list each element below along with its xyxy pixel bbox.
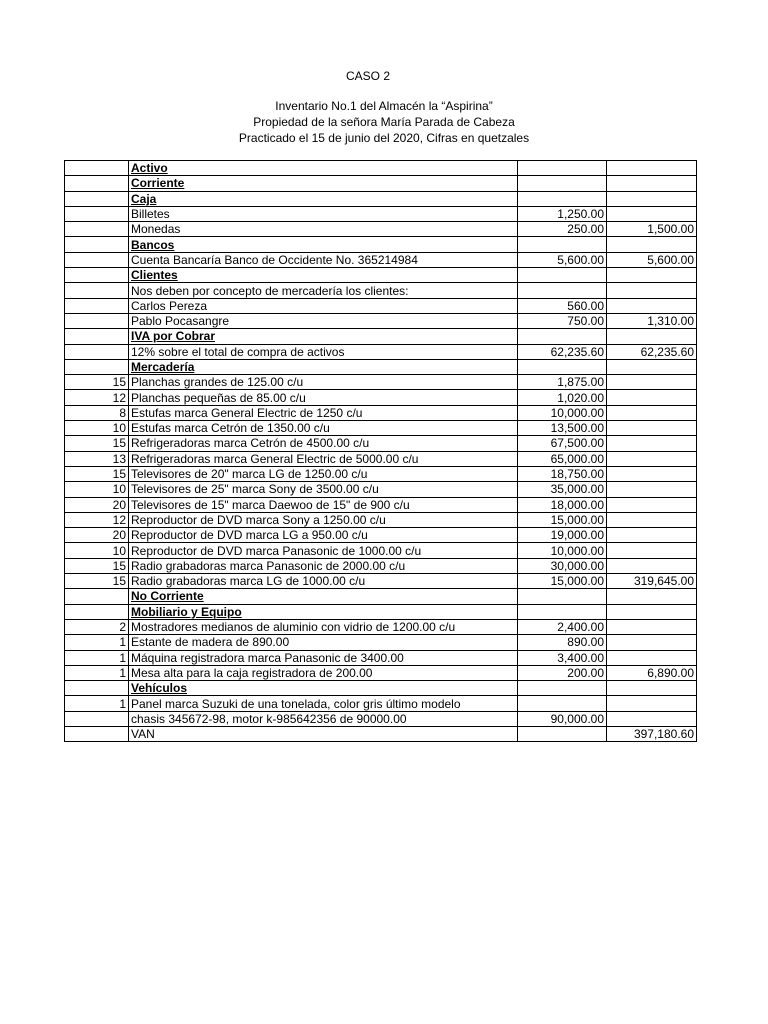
total-cell: 5,600.00	[607, 252, 697, 267]
amount-cell: 10,000.00	[518, 543, 607, 558]
total-cell	[607, 696, 697, 711]
table-row	[65, 711, 697, 726]
table-row	[65, 436, 697, 451]
description-cell: Activo	[129, 161, 518, 176]
description-cell: Reproductor de DVD marca LG a 950.00 c/u	[129, 528, 518, 543]
section-row	[65, 329, 697, 344]
total-cell	[607, 466, 697, 481]
description-cell: Refrigeradoras marca General Electric de 5000.00 c/u	[129, 451, 518, 466]
table-row	[65, 313, 697, 328]
qty-cell	[65, 359, 129, 374]
table-row	[65, 543, 697, 558]
amount-cell: 200.00	[518, 665, 607, 680]
table-row	[65, 283, 697, 298]
table-row	[65, 635, 697, 650]
date-line: Practicado el 15 de junio del 2020, Cifras en quetzales	[238, 131, 530, 145]
description-cell: 12% sobre el total de compra de activos	[129, 344, 518, 359]
total-cell	[607, 237, 697, 252]
total-cell	[607, 329, 697, 344]
amount-cell: 1,250.00	[518, 206, 607, 221]
total-cell	[607, 390, 697, 405]
description-cell: Estufas marca General Electric de 1250 c/u	[129, 405, 518, 420]
section-row	[65, 359, 697, 374]
table-row	[65, 528, 697, 543]
amount-cell: 90,000.00	[518, 711, 607, 726]
qty-cell: 12	[65, 390, 129, 405]
amount-cell	[518, 283, 607, 298]
total-cell: 1,500.00	[607, 222, 697, 237]
description-cell: Refrigeradoras marca Cetrón de 4500.00 c/u	[129, 436, 518, 451]
description-cell: Mobiliario y Equipo	[129, 604, 518, 619]
amount-cell: 2,400.00	[518, 619, 607, 634]
description-cell: Clientes	[129, 268, 518, 283]
amount-cell: 15,000.00	[518, 574, 607, 589]
qty-cell: 15	[65, 466, 129, 481]
total-cell	[607, 405, 697, 420]
description-cell: Pablo Pocasangre	[129, 313, 518, 328]
qty-cell: 8	[65, 405, 129, 420]
amount-cell	[518, 696, 607, 711]
table-row	[65, 344, 697, 359]
qty-cell: 13	[65, 451, 129, 466]
amount-cell	[518, 681, 607, 696]
section-row	[65, 268, 697, 283]
description-cell: Carlos Pereza	[129, 298, 518, 313]
qty-cell	[65, 268, 129, 283]
amount-cell	[518, 359, 607, 374]
amount-cell: 35,000.00	[518, 482, 607, 497]
section-row	[65, 589, 697, 604]
table-row	[65, 574, 697, 589]
total-cell	[607, 268, 697, 283]
qty-cell: 20	[65, 497, 129, 512]
qty-cell	[65, 711, 129, 726]
description-cell: Billetes	[129, 206, 518, 221]
total-cell	[607, 512, 697, 527]
table-row	[65, 375, 697, 390]
total-cell	[607, 543, 697, 558]
description-cell: Planchas pequeñas de 85.00 c/u	[129, 390, 518, 405]
qty-cell	[65, 237, 129, 252]
total-cell	[607, 436, 697, 451]
total-cell	[607, 604, 697, 619]
table-row	[65, 405, 697, 420]
amount-cell: 1,875.00	[518, 375, 607, 390]
description-cell: Mostradores medianos de aluminio con vidrio de 1200.00 c/u	[129, 619, 518, 634]
section-row	[65, 681, 697, 696]
total-cell: 397,180.60	[607, 726, 697, 741]
qty-cell: 15	[65, 375, 129, 390]
qty-cell: 15	[65, 436, 129, 451]
section-row	[65, 604, 697, 619]
table-row	[65, 726, 697, 741]
qty-cell: 10	[65, 543, 129, 558]
qty-cell	[65, 252, 129, 267]
amount-cell	[518, 191, 607, 206]
table-row	[65, 252, 697, 267]
total-cell: 1,310.00	[607, 313, 697, 328]
qty-cell: 15	[65, 574, 129, 589]
description-cell: Caja	[129, 191, 518, 206]
owner-line: Propiedad de la señora María Parada de Cabeza	[253, 115, 515, 129]
qty-cell: 1	[65, 635, 129, 650]
amount-cell: 15,000.00	[518, 512, 607, 527]
amount-cell: 10,000.00	[518, 405, 607, 420]
total-cell	[607, 206, 697, 221]
total-cell	[607, 650, 697, 665]
amount-cell: 560.00	[518, 298, 607, 313]
description-cell: Monedas	[129, 222, 518, 237]
description-cell: Nos deben por concepto de mercadería los clientes:	[129, 283, 518, 298]
total-cell	[607, 619, 697, 634]
table-row	[65, 390, 697, 405]
total-cell	[607, 528, 697, 543]
amount-cell	[518, 589, 607, 604]
description-cell: Vehículos	[129, 681, 518, 696]
amount-cell	[518, 604, 607, 619]
inventory-table-body	[65, 161, 697, 742]
description-cell: Panel marca Suzuki de una tonelada, color gris último modelo	[129, 696, 518, 711]
table-row	[65, 497, 697, 512]
section-row	[65, 237, 697, 252]
qty-cell: 1	[65, 696, 129, 711]
qty-cell	[65, 222, 129, 237]
qty-cell: 12	[65, 512, 129, 527]
description-cell: Reproductor de DVD marca Panasonic de 1000.00 c/u	[129, 543, 518, 558]
section-row	[65, 161, 697, 176]
table-row	[65, 512, 697, 527]
amount-cell: 3,400.00	[518, 650, 607, 665]
qty-cell: 10	[65, 421, 129, 436]
section-row	[65, 176, 697, 191]
total-cell	[607, 176, 697, 191]
amount-cell: 5,600.00	[518, 252, 607, 267]
qty-cell	[65, 283, 129, 298]
amount-cell: 18,750.00	[518, 466, 607, 481]
section-row	[65, 191, 697, 206]
amount-cell	[518, 161, 607, 176]
amount-cell: 250.00	[518, 222, 607, 237]
total-cell	[607, 161, 697, 176]
description-cell: Televisores de 25" marca Sony de 3500.00 c/u	[129, 482, 518, 497]
total-cell	[607, 482, 697, 497]
table-row	[65, 619, 697, 634]
qty-cell	[65, 298, 129, 313]
total-cell	[607, 298, 697, 313]
description-cell: Bancos	[129, 237, 518, 252]
description-cell: IVA por Cobrar	[129, 329, 518, 344]
total-cell: 319,645.00	[607, 574, 697, 589]
description-cell: Televisores de 15" marca Daewoo de 15" de 900 c/u	[129, 497, 518, 512]
total-cell: 6,890.00	[607, 665, 697, 680]
qty-cell	[65, 206, 129, 221]
amount-cell: 890.00	[518, 635, 607, 650]
description-cell: Radio grabadoras marca LG de 1000.00 c/u	[129, 574, 518, 589]
table-row	[65, 451, 697, 466]
total-cell	[607, 635, 697, 650]
total-cell	[607, 375, 697, 390]
amount-cell: 13,500.00	[518, 421, 607, 436]
amount-cell: 19,000.00	[518, 528, 607, 543]
total-cell: 62,235.60	[607, 344, 697, 359]
qty-cell: 1	[65, 665, 129, 680]
qty-cell: 10	[65, 482, 129, 497]
qty-cell	[65, 161, 129, 176]
qty-cell	[65, 329, 129, 344]
table-row	[65, 650, 697, 665]
total-cell	[607, 558, 697, 573]
amount-cell	[518, 726, 607, 741]
qty-cell	[65, 726, 129, 741]
qty-cell	[65, 344, 129, 359]
description-cell: Corriente	[129, 176, 518, 191]
amount-cell: 30,000.00	[518, 558, 607, 573]
table-row	[65, 298, 697, 313]
total-cell	[607, 283, 697, 298]
description-cell: Planchas grandes de 125.00 c/u	[129, 375, 518, 390]
qty-cell	[65, 176, 129, 191]
description-cell: Reproductor de DVD marca Sony a 1250.00 c/u	[129, 512, 518, 527]
table-row	[65, 466, 697, 481]
table-row	[65, 558, 697, 573]
qty-cell	[65, 604, 129, 619]
total-cell	[607, 421, 697, 436]
table-row	[65, 696, 697, 711]
description-cell: VAN	[129, 726, 518, 741]
description-cell: Mesa alta para la caja registradora de 200.00	[129, 665, 518, 680]
table-row	[65, 421, 697, 436]
amount-cell: 750.00	[518, 313, 607, 328]
table-row	[65, 206, 697, 221]
total-cell	[607, 451, 697, 466]
description-cell: Mercadería	[129, 359, 518, 374]
description-cell: Televisores de 20" marca LG de 1250.00 c/u	[129, 466, 518, 481]
qty-cell: 2	[65, 619, 129, 634]
qty-cell	[65, 313, 129, 328]
description-cell: Estufas marca Cetrón de 1350.00 c/u	[129, 421, 518, 436]
total-cell	[607, 711, 697, 726]
table-row	[65, 665, 697, 680]
amount-cell: 1,020.00	[518, 390, 607, 405]
table-row	[65, 222, 697, 237]
description-cell: No Corriente	[129, 589, 518, 604]
case-title: CASO 2	[345, 69, 390, 83]
total-cell	[607, 589, 697, 604]
amount-cell: 65,000.00	[518, 451, 607, 466]
amount-cell: 62,235.60	[518, 344, 607, 359]
total-cell	[607, 191, 697, 206]
description-cell: Cuenta Bancaría Banco de Occidente No. 365214984	[129, 252, 518, 267]
amount-cell	[518, 237, 607, 252]
amount-cell	[518, 268, 607, 283]
qty-cell	[65, 681, 129, 696]
amount-cell	[518, 329, 607, 344]
qty-cell	[65, 589, 129, 604]
description-cell: Estante de madera de 890.00	[129, 635, 518, 650]
description-cell: chasis 345672-98, motor k-985642356 de 90000.00	[129, 711, 518, 726]
description-cell: Radio grabadoras marca Panasonic de 2000.00 c/u	[129, 558, 518, 573]
inventory-table	[64, 160, 697, 742]
table-row	[65, 482, 697, 497]
description-cell: Máquina registradora marca Panasonic de 3400.00	[129, 650, 518, 665]
total-cell	[607, 497, 697, 512]
inventory-title: Inventario No.1 del Almacén la “Aspirina”	[275, 99, 493, 113]
amount-cell: 18,000.00	[518, 497, 607, 512]
total-cell	[607, 681, 697, 696]
qty-cell	[65, 191, 129, 206]
amount-cell: 67,500.00	[518, 436, 607, 451]
qty-cell: 15	[65, 558, 129, 573]
qty-cell: 20	[65, 528, 129, 543]
total-cell	[607, 359, 697, 374]
amount-cell	[518, 176, 607, 191]
qty-cell: 1	[65, 650, 129, 665]
